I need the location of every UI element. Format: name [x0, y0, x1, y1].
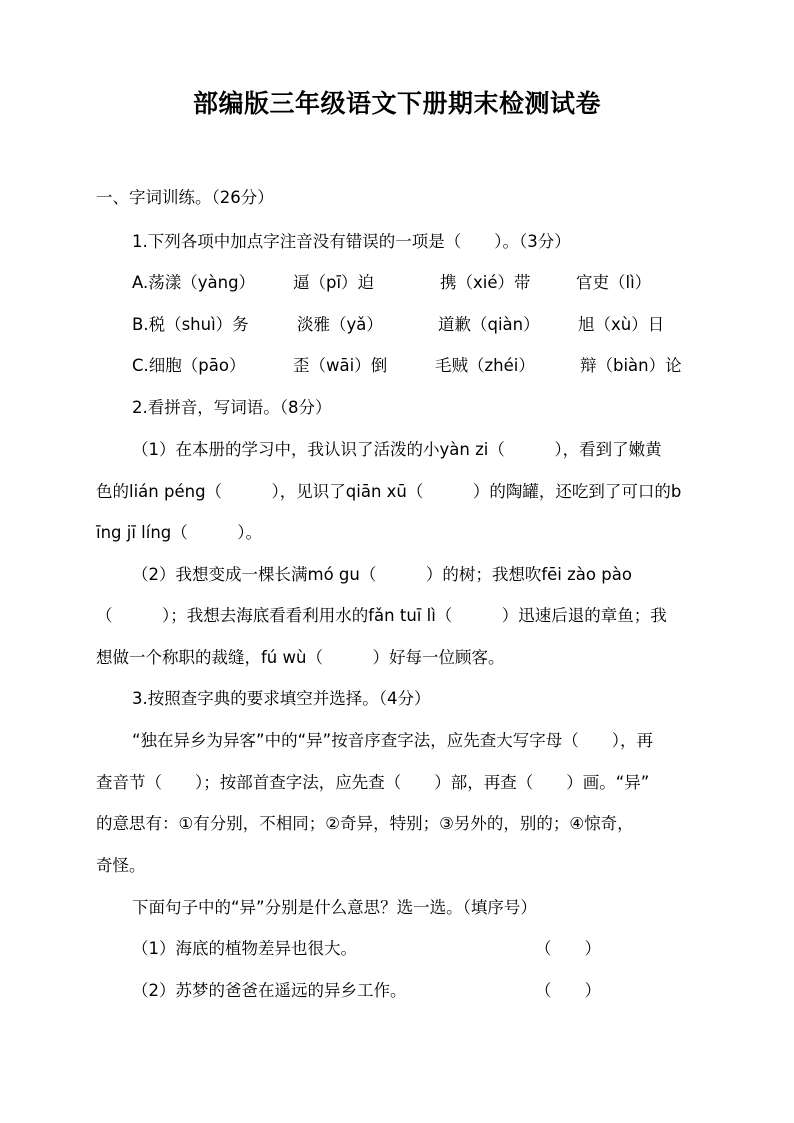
question-1-stem: 1.下列各项中加点字注音没有错误的一项是（ ）。（3分） — [132, 232, 571, 251]
option-a-4: 官吏（lì） — [576, 273, 652, 292]
sentence-1-blank[interactable]: （ ） — [535, 939, 601, 958]
option-b-3: 道歉（qiàn） — [438, 315, 540, 334]
question-2-part-2-line-2: （ ）；我想去海底看看利用水的fǎn tuī lì（ ）迅速后退的章鱼；我 — [96, 606, 667, 625]
option-c-4: 辩（biàn）论 — [580, 356, 682, 375]
question-2-part-1-line-1: （1）在本册的学习中，我认识了活泼的小yàn zi（ ），看到了嫩黄 — [132, 440, 662, 459]
sentence-2-blank[interactable]: （ ） — [535, 981, 601, 1000]
question-3-instruction: 下面句子中的“异”分别是什么意思？选一选。（填序号） — [132, 898, 537, 917]
sentence-2: （2）苏梦的爸爸在遥远的异乡工作。 — [132, 981, 407, 1000]
sentence-1: （1）海底的植物差异也很大。 — [132, 939, 357, 958]
option-a-3: 携（xié）带 — [440, 273, 531, 292]
question-3-line-1: “独在异乡为异客”中的“异”按音序查字法，应先查大写字母（ ），再 — [132, 731, 653, 750]
question-2-stem: 2.看拼音，写词语。（8分） — [132, 398, 332, 417]
page-title: 部编版三年级语文下册期末检测试卷 — [192, 89, 601, 118]
option-a-2: 逼（pī）迫 — [293, 273, 375, 292]
option-b-1: B.税（shuì）务 — [132, 315, 249, 334]
question-3-line-2: 查音节（ ）；按部首查字法，应先查（ ）部，再查（ ）画。“异” — [96, 773, 650, 792]
option-b-2: 淡雅（yǎ） — [297, 315, 383, 334]
option-a-1: A.荡漾（yàng） — [132, 273, 256, 292]
option-c-1: C.细胞（pāo） — [132, 356, 246, 375]
question-2-part-2-line-1: （2）我想变成一棵长满mó gu（ ）的树；我想吹fēi zào pào — [132, 565, 632, 584]
question-2-part-1-line-2: 色的lián péng（ ），见识了qiān xū（ ）的陶罐，还吃到了可口的b — [96, 482, 682, 501]
question-2-part-1-line-3: īng jī líng（ ）。 — [96, 523, 263, 542]
question-3-line-4: 奇怪。 — [96, 856, 146, 875]
section-heading: 一、字词训练。（26分） — [96, 188, 274, 207]
option-c-3: 毛贼（zhéi） — [435, 356, 535, 375]
option-c-2: 歪（wāi）倒 — [293, 356, 388, 375]
option-b-4: 旭（xù）日 — [578, 315, 665, 334]
question-2-part-2-line-3: 想做一个称职的裁缝，fú wù（ ）好每一位顾客。 — [96, 648, 505, 667]
question-3-stem: 3.按照查字典的要求填空并选择。（4分） — [132, 689, 431, 708]
question-3-line-3: 的意思有：①有分别，不相同；②奇异，特别；③另外的，别的；④惊奇， — [96, 814, 634, 833]
